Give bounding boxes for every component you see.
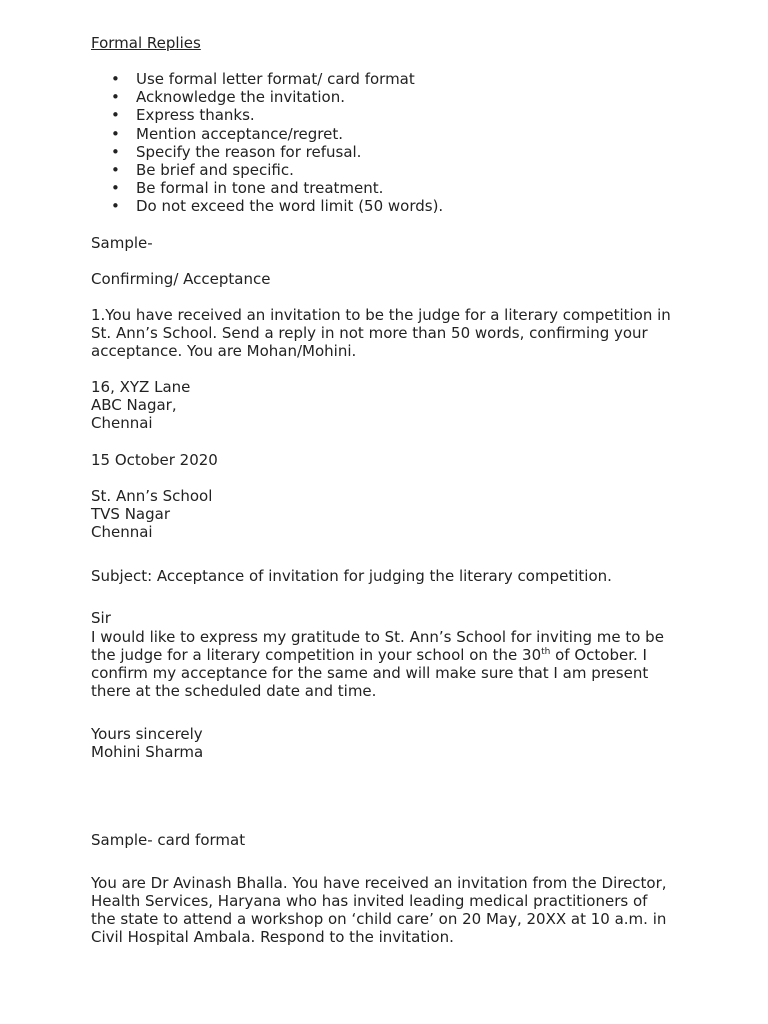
- list-item: • Express thanks.: [111, 106, 255, 125]
- closing-phrase: Yours sincerely: [91, 725, 203, 743]
- page-title: Formal Replies: [91, 34, 201, 52]
- signature: Mohini Sharma: [91, 743, 204, 761]
- guidelines-list: [91, 70, 443, 216]
- salutation: Sir: [91, 609, 111, 627]
- question-text: 1.You have received an invitation to be the judge for a literary competition in St. Ann’s School. Send a reply in not more than 50 words, confirming your acceptance. You are Mohan/Mohini.: [91, 306, 671, 360]
- bullet-icon: •: [111, 70, 120, 88]
- bullet-icon: •: [111, 106, 120, 125]
- letter-subject: Subject: Acceptance of invitation for judging the literary competition.: [91, 567, 612, 585]
- sender-address: 16, XYZ Lane ABC Nagar, Chennai: [91, 378, 191, 432]
- card-sample-label: Sample- card format: [91, 831, 246, 849]
- list-item: • Use formal letter format/ card format: [111, 70, 415, 88]
- bullet-icon: •: [111, 160, 120, 179]
- letter-closing: [91, 725, 691, 761]
- list-item: • Mention acceptance/regret.: [111, 124, 344, 143]
- letter-body: I would like to express my gratitude to St. Ann’s School for inviting me to be the judge for a literary competition in your school on the 30th of October. I confirm my acceptance for the same and will make sure that I am present there at the scheduled date and time.: [91, 628, 664, 700]
- receiver-address: St. Ann’s School TVS Nagar Chennai: [91, 487, 213, 541]
- list-item: • Be brief and specific.: [111, 160, 294, 179]
- list-item: • Acknowledge the invitation.: [111, 88, 345, 107]
- bullet-icon: •: [111, 197, 120, 216]
- letter-date: 15 October 2020: [91, 451, 218, 469]
- bullet-icon: •: [111, 142, 120, 161]
- sample-label: Sample-: [91, 234, 153, 252]
- bullet-icon: •: [111, 124, 120, 143]
- section-title: Confirming/ Acceptance: [91, 270, 271, 288]
- list-item: • Specify the reason for refusal.: [111, 142, 362, 161]
- list-item: • Be formal in tone and treatment.: [111, 179, 384, 198]
- card-question-text: You are Dr Avinash Bhalla. You have received an invitation from the Director, Health Services, Haryana who has invited leading medical practitioners of the state to attend a workshop on ‘child care’ on 20 May, 20XX at 10 a.m. in Civil Hospital Ambala. Respond to the invitation.: [91, 874, 667, 946]
- bullet-icon: •: [111, 88, 120, 107]
- list-item: • Do not exceed the word limit (50 words).: [111, 197, 444, 216]
- bullet-icon: •: [111, 179, 120, 198]
